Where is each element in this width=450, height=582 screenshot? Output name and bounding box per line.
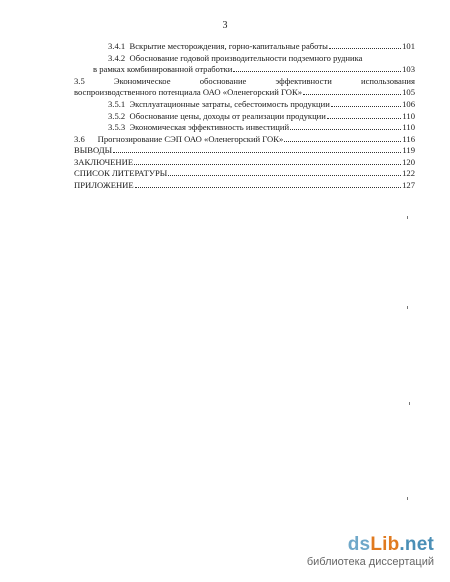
toc-entry-page: 119: [402, 145, 415, 155]
toc-leader-dots: [331, 106, 401, 107]
toc-leader-dots: [134, 164, 401, 165]
toc-entry-3-4-2-line1[interactable]: [108, 53, 362, 63]
toc-entry-references[interactable]: [74, 168, 415, 178]
toc-entry-3-5-1[interactable]: [108, 99, 415, 109]
toc-leader-dots: [303, 94, 401, 95]
toc-entry-page: 116: [402, 134, 415, 144]
toc-entry-number: 3.6: [74, 134, 85, 144]
toc-leader-dots: [135, 187, 401, 188]
toc-entry-title: Эксплуатационные затраты, себестоимость продукции: [129, 99, 330, 109]
dslib-subtitle: библиотека диссертаций: [306, 556, 434, 568]
toc-entry-title-word: использования: [361, 76, 415, 86]
toc-entry-title: СПИСОК ЛИТЕРАТУРЫ: [74, 168, 168, 178]
toc-entry-title-word: эффективности: [275, 76, 332, 86]
toc-entry-number: 3.5.2: [108, 111, 126, 121]
toc-entry-page: 122: [402, 168, 415, 178]
toc-entry-title: Обоснование годовой производительности подземного рудника: [129, 53, 363, 63]
toc-entry-page: 110: [402, 111, 415, 121]
toc-leader-dots: [329, 48, 401, 49]
toc-entry-title: Обоснование цены, доходы от реализации продукции: [129, 111, 326, 121]
toc-entry-appendix[interactable]: [74, 180, 415, 190]
toc-entry-page: 127: [402, 180, 415, 190]
toc-entry-3-5-2[interactable]: [108, 111, 415, 121]
toc-leader-dots: [290, 129, 401, 130]
toc-entry-title-cont: воспроизводственного потенциала ОАО «Оленегорский ГОК»: [74, 87, 303, 97]
toc-entry-page: 106: [402, 99, 415, 109]
toc-entry-3-4-1[interactable]: [108, 41, 415, 51]
toc-entry-number: 3.4.2: [108, 53, 126, 63]
toc-entry-conclusions[interactable]: [74, 145, 415, 155]
scan-mark: [407, 306, 408, 309]
scan-mark: [409, 402, 410, 405]
toc-entry-page: 101: [402, 41, 415, 51]
page-number: 3: [222, 20, 228, 31]
toc-leader-dots: [284, 141, 401, 142]
dslib-watermark[interactable]: [307, 534, 434, 568]
scan-mark: [407, 216, 408, 219]
toc-entry-page: 103: [402, 64, 415, 74]
toc-entry-number: 3.5.1: [108, 99, 126, 109]
toc-leader-dots: [113, 152, 401, 153]
toc-entry-title-word: обоснование: [199, 76, 247, 86]
toc-leader-dots: [327, 118, 402, 119]
toc-entry-number: 3.5: [74, 76, 85, 86]
toc-entry-number: 3.5.3: [108, 122, 126, 132]
toc-entry-3-4-2-line2[interactable]: [93, 64, 415, 74]
toc-entry-page: 120: [402, 157, 415, 167]
toc-entry-title-cont: в рамках комбинированной отработки: [93, 64, 233, 74]
scan-mark: [407, 497, 408, 500]
toc-entry-title: ЗАКЛЮЧЕНИЕ: [74, 157, 134, 167]
toc-entry-3-5-3[interactable]: [108, 122, 415, 132]
toc-entry-page: 110: [402, 122, 415, 132]
toc-entry-3-5-line2[interactable]: [74, 87, 415, 97]
toc-entry-summary[interactable]: [74, 157, 415, 167]
dslib-logo: dsLib.net: [347, 534, 434, 555]
toc-entry-title-word: Экономическое: [113, 76, 171, 86]
toc-entry-page: 105: [402, 87, 415, 97]
toc-entry-3-5-line1[interactable]: [74, 76, 415, 86]
toc-entry-title: Прогнозирование СЭП ОАО «Оленегорский ГОК»: [97, 134, 284, 144]
toc-entry-title: Вскрытие месторождения, горно-капитальные работы: [129, 41, 328, 51]
toc-entry-title: Экономическая эффективность инвестиций: [129, 122, 290, 132]
toc-entry-title: ВЫВОДЫ: [74, 145, 113, 155]
toc-leader-dots: [168, 175, 401, 176]
toc-leader-dots: [233, 71, 401, 72]
toc-entry-number: 3.4.1: [108, 41, 126, 51]
toc-entry-title: ПРИЛОЖЕНИЕ: [74, 180, 134, 190]
toc-entry-3-6[interactable]: [74, 134, 415, 144]
